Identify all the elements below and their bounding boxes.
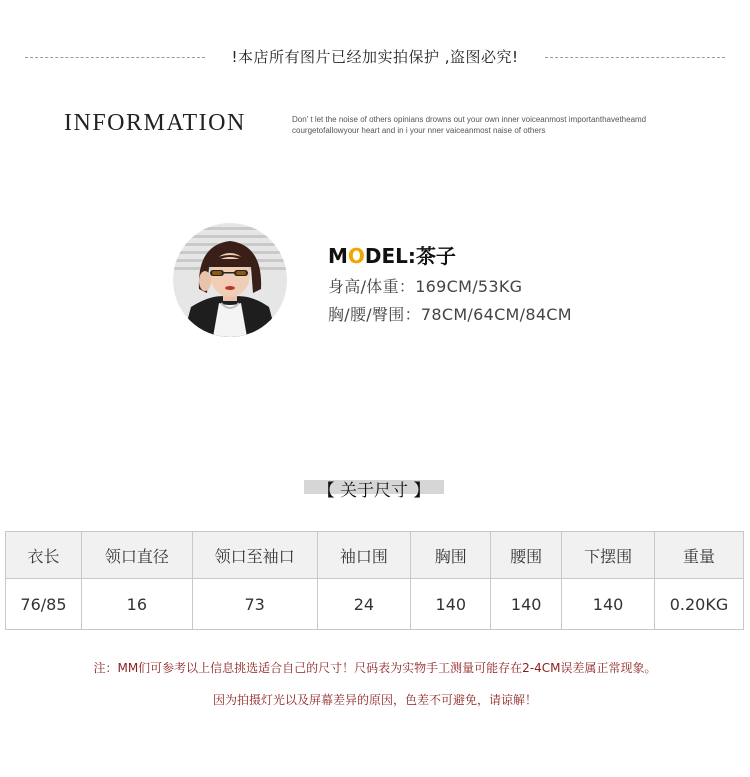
size-table-value-row xyxy=(6,579,744,630)
information-title: INFORMATION xyxy=(64,110,246,136)
model-name: 茶子 xyxy=(415,244,456,268)
model-label xyxy=(328,240,456,269)
information-text-line1: Don’ t let the noise of others opinians drowns out your own inner voiceanmost importanthavetheamd xyxy=(292,115,647,124)
header-cell: 衣长 xyxy=(6,532,82,579)
header-cell: 重量 xyxy=(655,532,744,579)
model-height-weight: 身高/体重：169CM/53KG xyxy=(328,277,523,296)
header-cell: 袖口围 xyxy=(317,532,411,579)
value-cell: 24 xyxy=(317,579,411,630)
value-cell: 16 xyxy=(81,579,192,630)
size-table xyxy=(5,531,744,630)
size-table-header-row xyxy=(6,532,744,579)
value-cell: 76/85 xyxy=(6,579,82,630)
size-note: 注：MM们可参考以上信息挑选适合自己的尺寸！尺码表为实物手工测量可能存在2-4CM误差属正常现象。 xyxy=(93,661,657,675)
model-avatar xyxy=(173,223,287,337)
notice-divider-right xyxy=(545,57,725,58)
size-heading: 【 关于尺寸 】 xyxy=(317,481,431,501)
copyright-notice: !本店所有图片已经加实拍保护 ,盗图必究! xyxy=(231,48,519,66)
value-cell: 0.20KG xyxy=(655,579,744,630)
model-label-rest: DEL: xyxy=(364,244,416,268)
value-cell: 140 xyxy=(411,579,491,630)
model-label-m: M xyxy=(328,244,348,268)
model-measurements: 胸/腰/臀围：78CM/64CM/84CM xyxy=(328,305,572,324)
header-cell: 腰围 xyxy=(491,532,562,579)
header-cell: 下摆围 xyxy=(562,532,655,579)
value-cell: 140 xyxy=(562,579,655,630)
header-cell: 胸围 xyxy=(411,532,491,579)
information-text xyxy=(292,114,712,136)
value-cell: 73 xyxy=(192,579,317,630)
model-label-o: O xyxy=(347,244,365,268)
header-cell: 领口至袖口 xyxy=(192,532,317,579)
information-text-line2: courgetofallowyour heart and in i your nner vaiceanmost naise of others xyxy=(292,126,546,135)
model-photo xyxy=(173,223,287,337)
value-cell: 140 xyxy=(491,579,562,630)
color-note: 因为拍摄灯光以及屏幕差异的原因，色差不可避免，请谅解！ xyxy=(212,693,537,707)
header-cell: 领口直径 xyxy=(81,532,192,579)
